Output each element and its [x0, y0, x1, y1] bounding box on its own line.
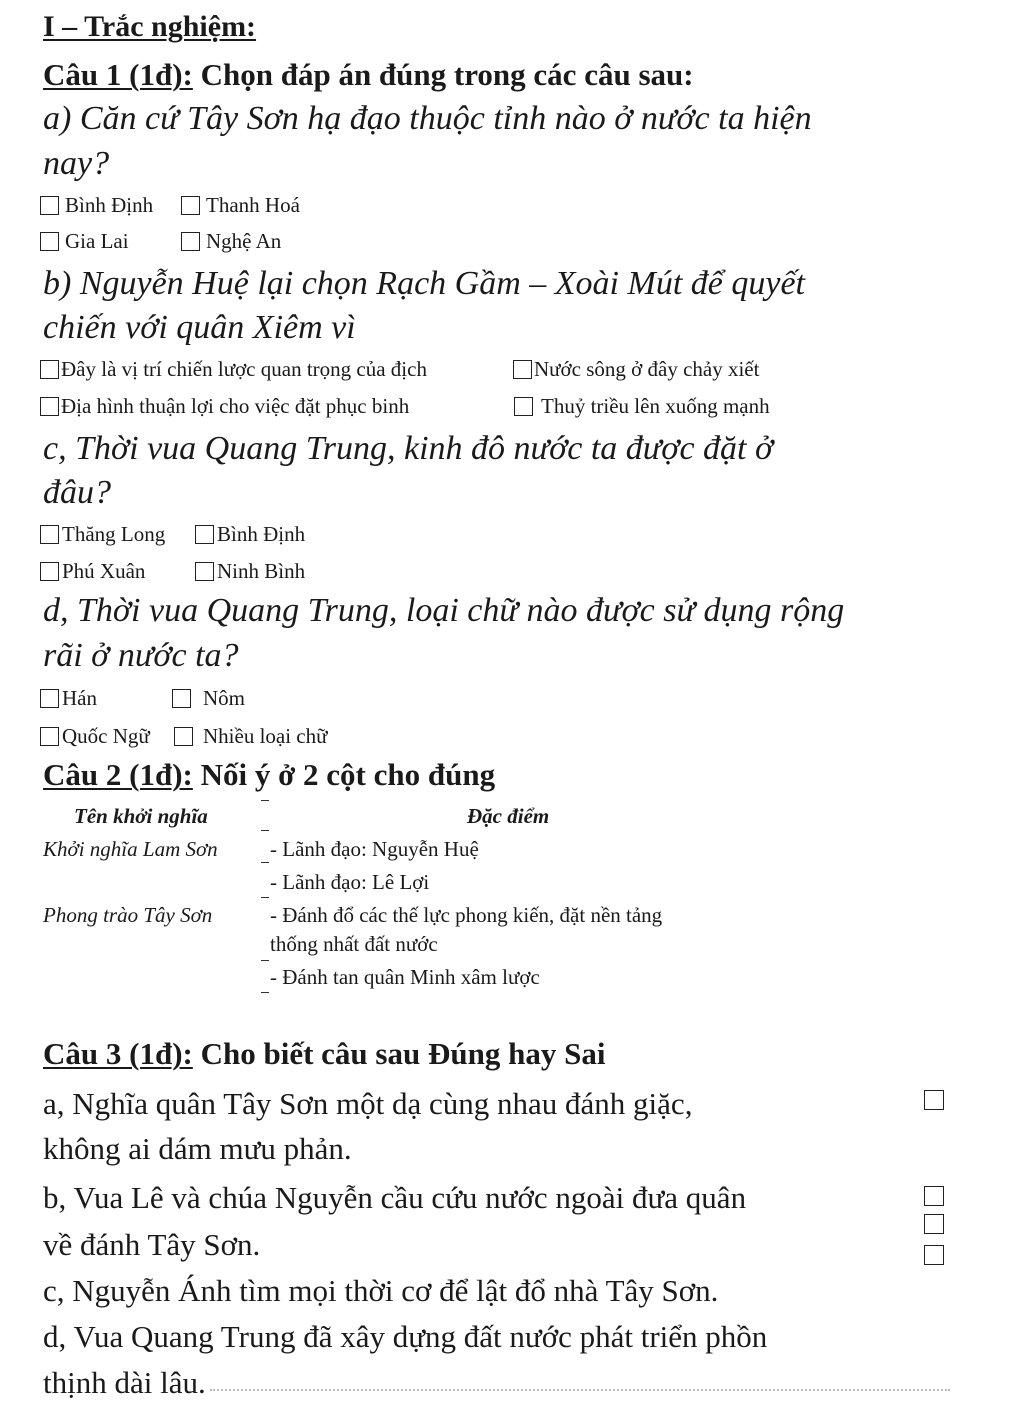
q3-statement-a-line1: a, Nghĩa quân Tây Sơn một dạ cùng nhau đánh giặc, — [43, 1086, 693, 1121]
q2-left-item-1[interactable]: Khởi nghĩa Lam Sơn — [43, 837, 218, 861]
option-label: Bình Định — [65, 193, 154, 217]
q3-statement-d-line1: d, Vua Quang Trung đã xây dựng đất nước phát triển phồn — [43, 1319, 768, 1354]
q1a-option-3[interactable] — [40, 229, 129, 254]
q1d-text-line1: d, Thời vua Quang Trung, loại chữ nào được sử dụng rộng — [43, 592, 845, 629]
connector-tick — [261, 960, 269, 961]
q1a-text-line1: a) Căn cứ Tây Sơn hạ đạo thuộc tỉnh nào ở nước ta hiện — [43, 100, 812, 137]
q3-title: Cho biết câu sau Đúng hay Sai — [192, 1036, 606, 1071]
checkbox[interactable] — [40, 232, 59, 251]
q3-answer-box-a[interactable] — [924, 1090, 944, 1110]
q1-title: Chọn đáp án đúng trong các câu sau: — [192, 57, 694, 92]
q1c-text-line2: đâu? — [43, 474, 111, 511]
q3-answer-box-b[interactable] — [924, 1186, 944, 1206]
q2-right-item-3-cont: thống nhất đất nước — [270, 932, 438, 956]
q1d-text-line2: rãi ở nước ta? — [43, 637, 239, 674]
checkbox[interactable] — [181, 196, 200, 215]
q2-label: Câu 2 (1đ): — [43, 757, 193, 792]
q1b-option-3[interactable] — [40, 394, 409, 419]
checkbox[interactable] — [40, 397, 59, 416]
option-label: Gia Lai — [65, 229, 129, 253]
option-label: Nghệ An — [206, 229, 282, 253]
q1a-option-4[interactable] — [181, 229, 281, 254]
q2-title: Nối ý ở 2 cột cho đúng — [192, 757, 496, 792]
checkbox[interactable] — [40, 562, 59, 581]
q1d-option-2[interactable] — [172, 686, 245, 711]
q2-right-item-4[interactable]: - Đánh tan quân Minh xâm lược — [270, 965, 540, 989]
q1-heading — [43, 57, 694, 93]
q1d-option-3[interactable] — [40, 724, 150, 749]
q3-heading — [43, 1036, 605, 1072]
checkbox[interactable] — [40, 525, 59, 544]
q3-answer-box-d[interactable] — [924, 1245, 944, 1265]
q1b-option-4[interactable] — [514, 394, 770, 419]
checkbox[interactable] — [513, 360, 532, 379]
q1c-option-3[interactable] — [40, 559, 145, 584]
checkbox[interactable] — [174, 727, 193, 746]
q1b-text-line2: chiến với quân Xiêm vì — [43, 309, 356, 346]
checkbox[interactable] — [40, 727, 59, 746]
option-label: Bình Định — [217, 522, 306, 546]
checkbox[interactable] — [181, 232, 200, 251]
q2-right-item-2[interactable]: - Lãnh đạo: Lê Lợi — [270, 870, 430, 894]
option-label: Thăng Long — [62, 522, 166, 546]
connector-tick — [261, 862, 269, 863]
q1a-option-1[interactable] — [40, 193, 153, 218]
option-label: Đây là vị trí chiến lược quan trọng của địch — [61, 357, 427, 381]
q1-label: Câu 1 (1đ): — [43, 57, 193, 92]
q3-statement-b-line2: về đánh Tây Sơn. — [43, 1227, 261, 1262]
option-label: Phú Xuân — [62, 559, 146, 583]
q2-heading — [43, 757, 495, 793]
q1b-text-line1: b) Nguyễn Huệ lại chọn Rạch Gầm – Xoài Mút để quyết — [43, 265, 805, 302]
section-title: I – Trắc nghiệm: — [43, 10, 257, 43]
q3-statement-d-line2: thịnh dài lâu. — [43, 1365, 206, 1400]
q2-left-header: Tên khởi nghĩa — [74, 804, 208, 828]
q1b-option-1[interactable] — [40, 357, 427, 382]
connector-tick — [261, 992, 269, 993]
q2-right-header: Đặc điểm — [467, 804, 550, 828]
q2-right-item-3[interactable]: - Đánh đổ các thế lực phong kiến, đặt nền tảng — [270, 903, 663, 927]
checkbox[interactable] — [195, 562, 214, 581]
q1c-option-2[interactable] — [195, 522, 305, 547]
checkbox[interactable] — [195, 525, 214, 544]
q2-left-item-2[interactable]: Phong trào Tây Sơn — [43, 903, 213, 927]
option-label: Ninh Bình — [217, 559, 306, 583]
page-bottom-divider — [210, 1389, 950, 1391]
q1c-option-1[interactable] — [40, 522, 165, 547]
checkbox[interactable] — [40, 689, 59, 708]
q3-label: Câu 3 (1đ): — [43, 1036, 193, 1071]
option-label: Nhiều loại chữ — [203, 724, 328, 748]
q1d-option-4[interactable] — [174, 724, 328, 749]
checkbox[interactable] — [172, 689, 191, 708]
q1a-text-line2: nay? — [43, 145, 110, 182]
q1c-text-line1: c, Thời vua Quang Trung, kinh đô nước ta được đặt ở — [43, 430, 774, 467]
q1c-option-4[interactable] — [195, 559, 305, 584]
option-label: Thuỷ triều lên xuống mạnh — [541, 394, 770, 418]
checkbox[interactable] — [40, 360, 59, 379]
option-label: Địa hình thuận lợi cho việc đặt phục binh — [61, 394, 410, 418]
q1d-option-1[interactable] — [40, 686, 97, 711]
option-label: Quốc Ngữ — [62, 724, 150, 748]
q1b-option-2[interactable] — [513, 357, 759, 382]
option-label: Thanh Hoá — [206, 193, 300, 217]
option-label: Hán — [62, 686, 97, 710]
checkbox[interactable] — [514, 397, 533, 416]
q2-right-item-1[interactable]: - Lãnh đạo: Nguyễn Huệ — [270, 837, 479, 861]
q3-statement-b-line1: b, Vua Lê và chúa Nguyễn cầu cứu nước ngoài đưa quân — [43, 1180, 747, 1215]
q1a-option-2[interactable] — [181, 193, 300, 218]
option-label: Nôm — [203, 686, 245, 710]
q3-statement-a-line2: không ai dám mưu phản. — [43, 1131, 352, 1166]
connector-tick — [261, 830, 269, 831]
connector-tick — [261, 800, 269, 801]
q3-answer-box-c[interactable] — [924, 1214, 944, 1234]
q3-statement-c: c, Nguyễn Ánh tìm mọi thời cơ để lật đổ nhà Tây Sơn. — [43, 1273, 719, 1308]
checkbox[interactable] — [40, 196, 59, 215]
option-label: Nước sông ở đây chảy xiết — [534, 357, 760, 381]
connector-tick — [261, 897, 269, 898]
